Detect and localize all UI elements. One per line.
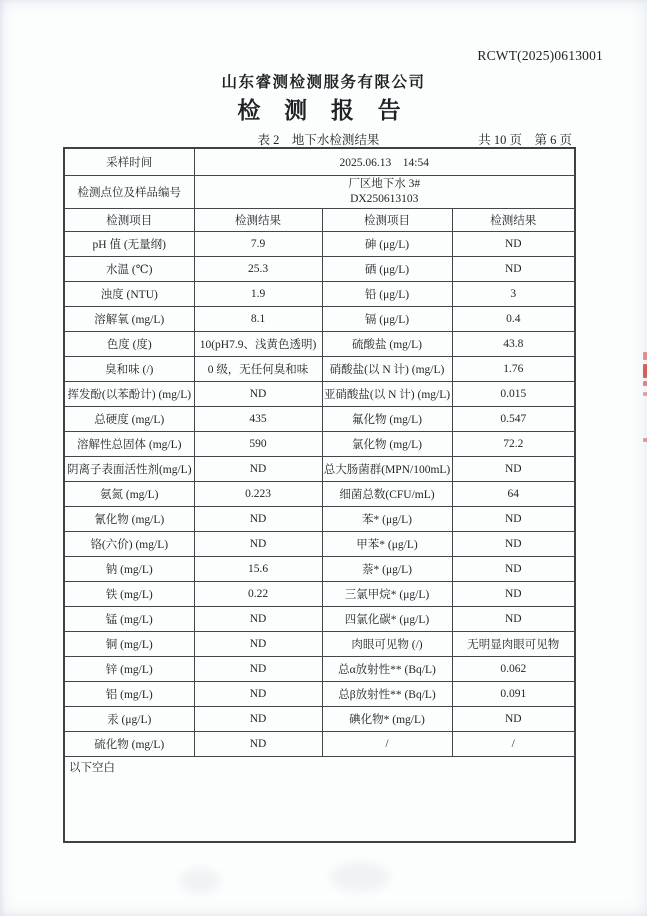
result-cell: ND <box>194 532 322 557</box>
column-header: 检测结果 <box>452 209 575 232</box>
item-cell: 钠 (mg/L) <box>64 557 194 582</box>
item-cell: 氨氮 (mg/L) <box>64 482 194 507</box>
item-cell: 肉眼可见物 (/) <box>322 632 452 657</box>
column-header: 检测项目 <box>64 209 194 232</box>
item-cell: 铅 (μg/L) <box>322 282 452 307</box>
item-cell: 苯* (μg/L) <box>322 507 452 532</box>
table-row <box>64 332 575 357</box>
item-cell: 浊度 (NTU) <box>64 282 194 307</box>
table-row <box>64 507 575 532</box>
result-cell: 590 <box>194 432 322 457</box>
result-cell: 72.2 <box>452 432 575 457</box>
result-cell: ND <box>194 382 322 407</box>
table-row <box>64 557 575 582</box>
result-cell: 25.3 <box>194 257 322 282</box>
report-number: RCWT(2025)0613001 <box>477 48 603 63</box>
item-cell: 锌 (mg/L) <box>64 657 194 682</box>
item-cell: 总硬度 (mg/L) <box>64 407 194 432</box>
result-cell: 0 级，无任何臭和味 <box>194 357 322 382</box>
column-header: 检测项目 <box>322 209 452 232</box>
scan-smudge <box>330 862 390 892</box>
column-header: 检测结果 <box>194 209 322 232</box>
table-row <box>64 457 575 482</box>
item-cell: 臭和味 (/) <box>64 357 194 382</box>
table-row <box>64 732 575 757</box>
result-cell: ND <box>452 707 575 732</box>
result-cell: 8.1 <box>194 307 322 332</box>
table-row <box>64 532 575 557</box>
table-row <box>64 582 575 607</box>
table-row <box>64 382 575 407</box>
item-cell: 萘* (μg/L) <box>322 557 452 582</box>
result-cell: ND <box>452 257 575 282</box>
result-cell: 435 <box>194 407 322 432</box>
result-cell: 3 <box>452 282 575 307</box>
item-cell: 细菌总数(CFU/mL) <box>322 482 452 507</box>
location-name: 厂区地下水 3# <box>348 178 421 190</box>
item-cell: 三氯甲烷* (μg/L) <box>322 582 452 607</box>
scan-smudge <box>180 868 220 894</box>
result-cell: 1.9 <box>194 282 322 307</box>
item-cell: 氰化物 (mg/L) <box>64 507 194 532</box>
item-cell: pH 值 (无量纲) <box>64 232 194 257</box>
location-value <box>194 176 575 209</box>
item-cell: 四氯化碳* (μg/L) <box>322 607 452 632</box>
results-body <box>64 148 575 842</box>
item-cell: 总β放射性** (Bq/L) <box>322 682 452 707</box>
item-cell: 氟化物 (mg/L) <box>322 407 452 432</box>
stamp-edge-mark <box>643 392 647 396</box>
item-cell: 水温 (℃) <box>64 257 194 282</box>
result-cell: 0.4 <box>452 307 575 332</box>
item-cell: 铜 (mg/L) <box>64 632 194 657</box>
table-row <box>64 632 575 657</box>
result-cell: ND <box>452 457 575 482</box>
table-row <box>64 257 575 282</box>
result-cell: ND <box>452 582 575 607</box>
stamp-edge-mark <box>643 364 647 378</box>
item-cell: 溶解性总固体 (mg/L) <box>64 432 194 457</box>
result-cell: ND <box>194 607 322 632</box>
item-cell: 总α放射性** (Bq/L) <box>322 657 452 682</box>
result-cell: 0.062 <box>452 657 575 682</box>
item-cell: 铬(六价) (mg/L) <box>64 532 194 557</box>
item-cell: 挥发酚(以苯酚计) (mg/L) <box>64 382 194 407</box>
result-cell: 0.22 <box>194 582 322 607</box>
table-row <box>64 707 575 732</box>
table-row <box>64 607 575 632</box>
result-cell: ND <box>452 557 575 582</box>
result-cell: 10(pH7.9、浅黄色透明) <box>194 332 322 357</box>
stamp-edge-mark <box>643 352 647 360</box>
result-cell: ND <box>452 232 575 257</box>
item-cell: 铁 (mg/L) <box>64 582 194 607</box>
table-row <box>64 282 575 307</box>
company-name: 山东睿测检测服务有限公司 <box>221 74 426 91</box>
result-cell: ND <box>194 457 322 482</box>
item-cell: 汞 (μg/L) <box>64 707 194 732</box>
result-cell: 43.8 <box>452 332 575 357</box>
stamp-edge-mark <box>643 438 647 442</box>
result-cell: ND <box>194 657 322 682</box>
item-cell: / <box>322 732 452 757</box>
item-cell: 亚硝酸盐(以 N 计) (mg/L) <box>322 382 452 407</box>
result-cell: ND <box>452 507 575 532</box>
table-row <box>64 432 575 457</box>
result-cell: ND <box>452 532 575 557</box>
report-title: 检 测 报 告 <box>237 98 410 123</box>
result-cell: ND <box>194 507 322 532</box>
table-row <box>64 307 575 332</box>
result-cell: 0.547 <box>452 407 575 432</box>
caption-row <box>63 130 574 147</box>
item-cell: 镉 (μg/L) <box>322 307 452 332</box>
result-cell: ND <box>194 707 322 732</box>
result-cell: / <box>452 732 575 757</box>
result-cell: 64 <box>452 482 575 507</box>
item-cell: 锰 (mg/L) <box>64 607 194 632</box>
item-cell: 砷 (μg/L) <box>322 232 452 257</box>
result-cell: 7.9 <box>194 232 322 257</box>
table-caption: 表 2 地下水检测结果 <box>257 133 380 147</box>
table-row <box>64 407 575 432</box>
table-row <box>64 357 575 382</box>
table-row <box>64 482 575 507</box>
sample-id: DX250613103 <box>350 193 419 205</box>
result-cell: 0.223 <box>194 482 322 507</box>
sampling-time-label: 采样时间 <box>64 148 194 176</box>
item-cell: 硒 (μg/L) <box>322 257 452 282</box>
item-cell: 甲苯* (μg/L) <box>322 532 452 557</box>
item-cell: 色度 (度) <box>64 332 194 357</box>
item-cell: 铝 (mg/L) <box>64 682 194 707</box>
page-indicator: 共 10 页 第 6 页 <box>478 133 572 147</box>
sample-location-row <box>64 176 575 209</box>
blank-footer-row <box>64 757 575 843</box>
item-cell: 溶解氧 (mg/L) <box>64 307 194 332</box>
item-cell: 硝酸盐(以 N 计) (mg/L) <box>322 357 452 382</box>
table-row <box>64 657 575 682</box>
item-cell: 硫化物 (mg/L) <box>64 732 194 757</box>
sampling-time-row <box>64 148 575 176</box>
result-cell: 无明显肉眼可见物 <box>452 632 575 657</box>
result-cell: 1.76 <box>452 357 575 382</box>
result-cell: 0.015 <box>452 382 575 407</box>
item-cell: 硫酸盐 (mg/L) <box>322 332 452 357</box>
item-cell: 阴离子表面活性剂(mg/L) <box>64 457 194 482</box>
item-cell: 氯化物 (mg/L) <box>322 432 452 457</box>
result-cell: 0.091 <box>452 682 575 707</box>
footer-note: 以下空白 <box>64 757 575 843</box>
table-row <box>64 682 575 707</box>
location-label: 检测点位及样品编号 <box>64 176 194 209</box>
table-row <box>64 232 575 257</box>
result-cell: 15.6 <box>194 557 322 582</box>
result-cell: ND <box>194 682 322 707</box>
result-cell: ND <box>452 607 575 632</box>
result-cell: ND <box>194 732 322 757</box>
stamp-edge-mark <box>643 381 647 386</box>
results-table <box>63 147 576 843</box>
item-cell: 总大肠菌群(MPN/100mL) <box>322 457 452 482</box>
column-header-row <box>64 209 575 232</box>
result-cell: ND <box>194 632 322 657</box>
sampling-time-value: 2025.06.13 14:54 <box>194 148 575 176</box>
item-cell: 碘化物* (mg/L) <box>322 707 452 732</box>
